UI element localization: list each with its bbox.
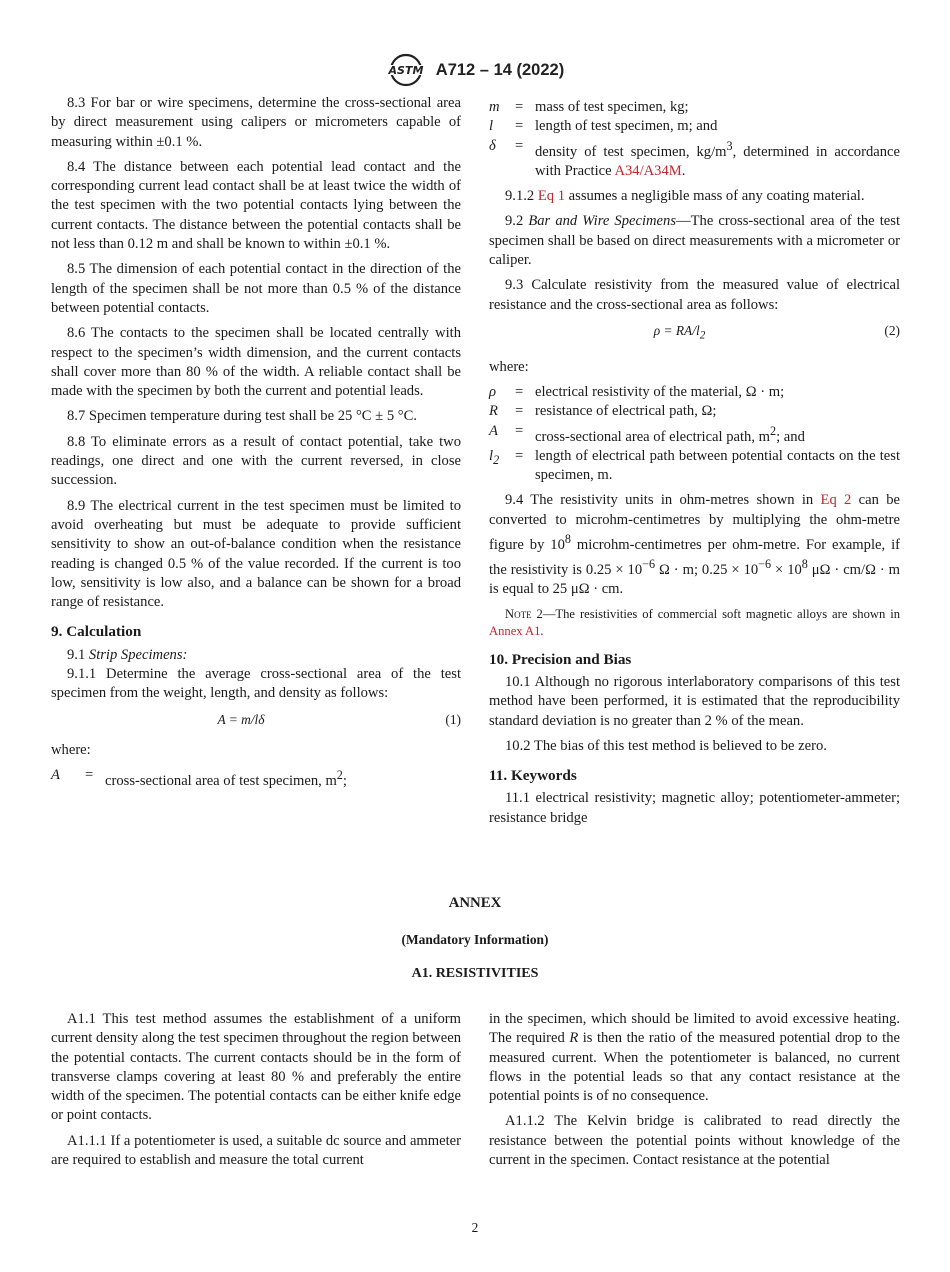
left-column: [51, 94, 461, 791]
para-9-1-1: 9.1.1 Determine the average cross-sectional area of the test specimen from the weight, length, and density as follows:: [51, 666, 461, 702]
annex-right-column: [489, 1010, 900, 1176]
note-2: Note 2—The resistivities of commercial soft magnetic alloys are shown in Annex A1.: [489, 606, 900, 638]
variable-definition: $l_2$ = length of electrical path between potential contacts on the test specimen, m.: [489, 447, 900, 484]
section-heading-11: 11. Keywords: [489, 767, 577, 785]
para-a1-1: A1.1 This test method assumes the establishment of a uniform current density along the test specimen throughout the region between the potential contacts. The current contacts should be in the form of transverse clamps covering at least 80 % and preferably the entire width of the specimen. The potential contacts can be either knife edge or point contacts.: [51, 1011, 461, 1124]
para-8-9: 8.9 The electrical current in the test specimen must be limited to avoid overheating but must be adequate to provide sufficient sensitivity to show an out-of-balance condition when the resistance reading is changed 0.5 % of the value recorded. If the current is too low, sensitivity is low also, and a balance can be shown for a broad range of resistance.: [51, 497, 461, 611]
variable-definition: δ = density of test specimen, $kg/m^3$, determined in accordance with Practice A34/A34M.: [489, 137, 900, 179]
para-9-1-title: Strip Specimens:: [88, 646, 188, 663]
equation-2-body: $\rho = RA/l_2$: [653, 322, 706, 342]
para-a1-1-1-continued: in the specimen, which should be limited to avoid excessive heating. The required R is then the ratio of the measured potential drop to the measured current. When the potentiometer is balanced, no current flows in the potential leads so that any contact resistance at the potential points is of no consequence.: [489, 1011, 901, 1105]
equation-1: [51, 710, 461, 729]
variable-list-eq2: [489, 383, 900, 485]
section-heading-10: 10. Precision and Bias: [489, 650, 632, 668]
equation-1-number: (1): [445, 711, 461, 727]
page-header: [0, 52, 950, 88]
variable-definition: A = cross-sectional area of test specimen, $m^2$;: [51, 767, 347, 790]
astm-logo-icon: [386, 52, 426, 88]
link-eq-1[interactable]: Eq 1: [537, 188, 566, 205]
annex-section-heading: A1. RESISTIVITIES: [411, 966, 539, 981]
para-10-1: 10.1 Although no rigorous interlaboratory comparisons of this test method have been performed, it is estimated that the reproducibility standard deviation is no greater than 2 % of the mean.: [489, 673, 900, 729]
para-8-5: 8.5 The dimension of each potential contact in the direction of the length of the specimen shall be not more than 0.5 % of the distance between potential contacts.: [51, 261, 461, 316]
para-a1-1-1: A1.1.1 If a potentiometer is used, a suitable dc source and ammeter are required to establish and measure the total current: [51, 1132, 461, 1169]
para-8-4: 8.4 The distance between each potential lead contact and the corresponding current lead contact shall be at least twice the width of the test specimen with the two potential contacts lying between the current contacts. The distance between the potential contacts shall be not less than 0.12 m and shall be known to within ±0.1 %.: [51, 158, 461, 253]
para-8-7: 8.7 Specimen temperature during test shall be 25 °C ± 5 °C.: [67, 408, 418, 425]
para-8-6: 8.6 The contacts to the specimen shall be located centrally with respect to the specimen’s width dimension, and the current contacts shall cover more than 80 % of the width. A reliable contact shall be made with the specimen by both the current and potential leads.: [51, 325, 461, 400]
variable-definition: R = resistance of electrical path, Ω;: [489, 403, 717, 420]
variable-definition: m = mass of test specimen, kg;: [489, 99, 689, 115]
link-annex-a1[interactable]: Annex A1: [489, 623, 541, 638]
annex-title: ANNEX: [448, 895, 502, 911]
svg-text:ASTM: ASTM: [388, 64, 424, 77]
para-9-4: 9.4 The resistivity units in ohm-metres shown in Eq 2 can be converted to microhm-centimetres by multiplying the ohm-metre figure by $10^8$ microhm-centimetres per ohm-metre. For example, if the resistivity is $0.25 \times 10^{-6}$ Ω · m; $0.25 \times 10^{-6} \times 10^8$ μΩ · cm/Ω · m is equal to 25 μΩ · cm.: [489, 492, 901, 598]
variable-definition: l = length of test specimen, m; and: [489, 118, 718, 135]
para-9-2: 9.2 Bar and Wire Specimens—The cross-sectional area of the test specimen shall be based on direct measurements with a micrometer or caliper.: [489, 213, 901, 268]
para-10-2: 10.2 The bias of this test method is believed to be zero.: [505, 737, 827, 754]
para-8-8: 8.8 To eliminate errors as a result of contact potential, take two readings, one direct and one with the current reversed, in close succession.: [51, 433, 461, 489]
variable-definition: ρ = electrical resistivity of the material, Ω · m;: [489, 384, 785, 401]
section-heading-9: 9. Calculation: [51, 623, 142, 641]
equation-2-number: (2): [884, 322, 900, 338]
para-11-1: 11.1 electrical resistivity; magnetic alloy; potentiometer-ammeter; resistance bridge: [489, 790, 900, 826]
annex-subtitle: (Mandatory Information): [401, 932, 549, 947]
page-number: 2: [471, 1220, 479, 1235]
para-9-1: 9.1 Strip Specimens:: [67, 646, 188, 663]
link-eq-2[interactable]: Eq 2: [820, 492, 852, 509]
document-designation: A712 – 14 (2022): [435, 60, 565, 79]
para-9-3: 9.3 Calculate resistivity from the measured value of electrical resistance and the cross-sectional area as follows:: [489, 277, 900, 313]
equation-2: [489, 321, 900, 346]
variable-list-eq1: [489, 98, 900, 181]
where-label: where:: [51, 741, 91, 758]
link-a34-a34m[interactable]: A34/A34M: [614, 162, 682, 179]
annex-left-column: [51, 1010, 461, 1176]
right-column: [489, 98, 900, 834]
para-8-3: 8.3 For bar or wire specimens, determine the cross-sectional area by direct measurement using calipers or micrometers capable of measuring within ±0.1 %.: [51, 95, 461, 150]
where-label: where:: [489, 358, 529, 375]
para-a1-1-2: A1.1.2 The Kelvin bridge is calibrated to read directly the resistance between the potential points without knowledge of the current in the specimen. Contact resistance at the potential: [489, 1113, 900, 1169]
equation-1-body: A = m/lδ: [217, 711, 265, 727]
para-9-1-2: 9.1.2 Eq 1 assumes a negligible mass of any coating material.: [505, 188, 865, 205]
variable-definition: A = cross-sectional area of electrical path, $m^2$; and: [489, 422, 805, 445]
